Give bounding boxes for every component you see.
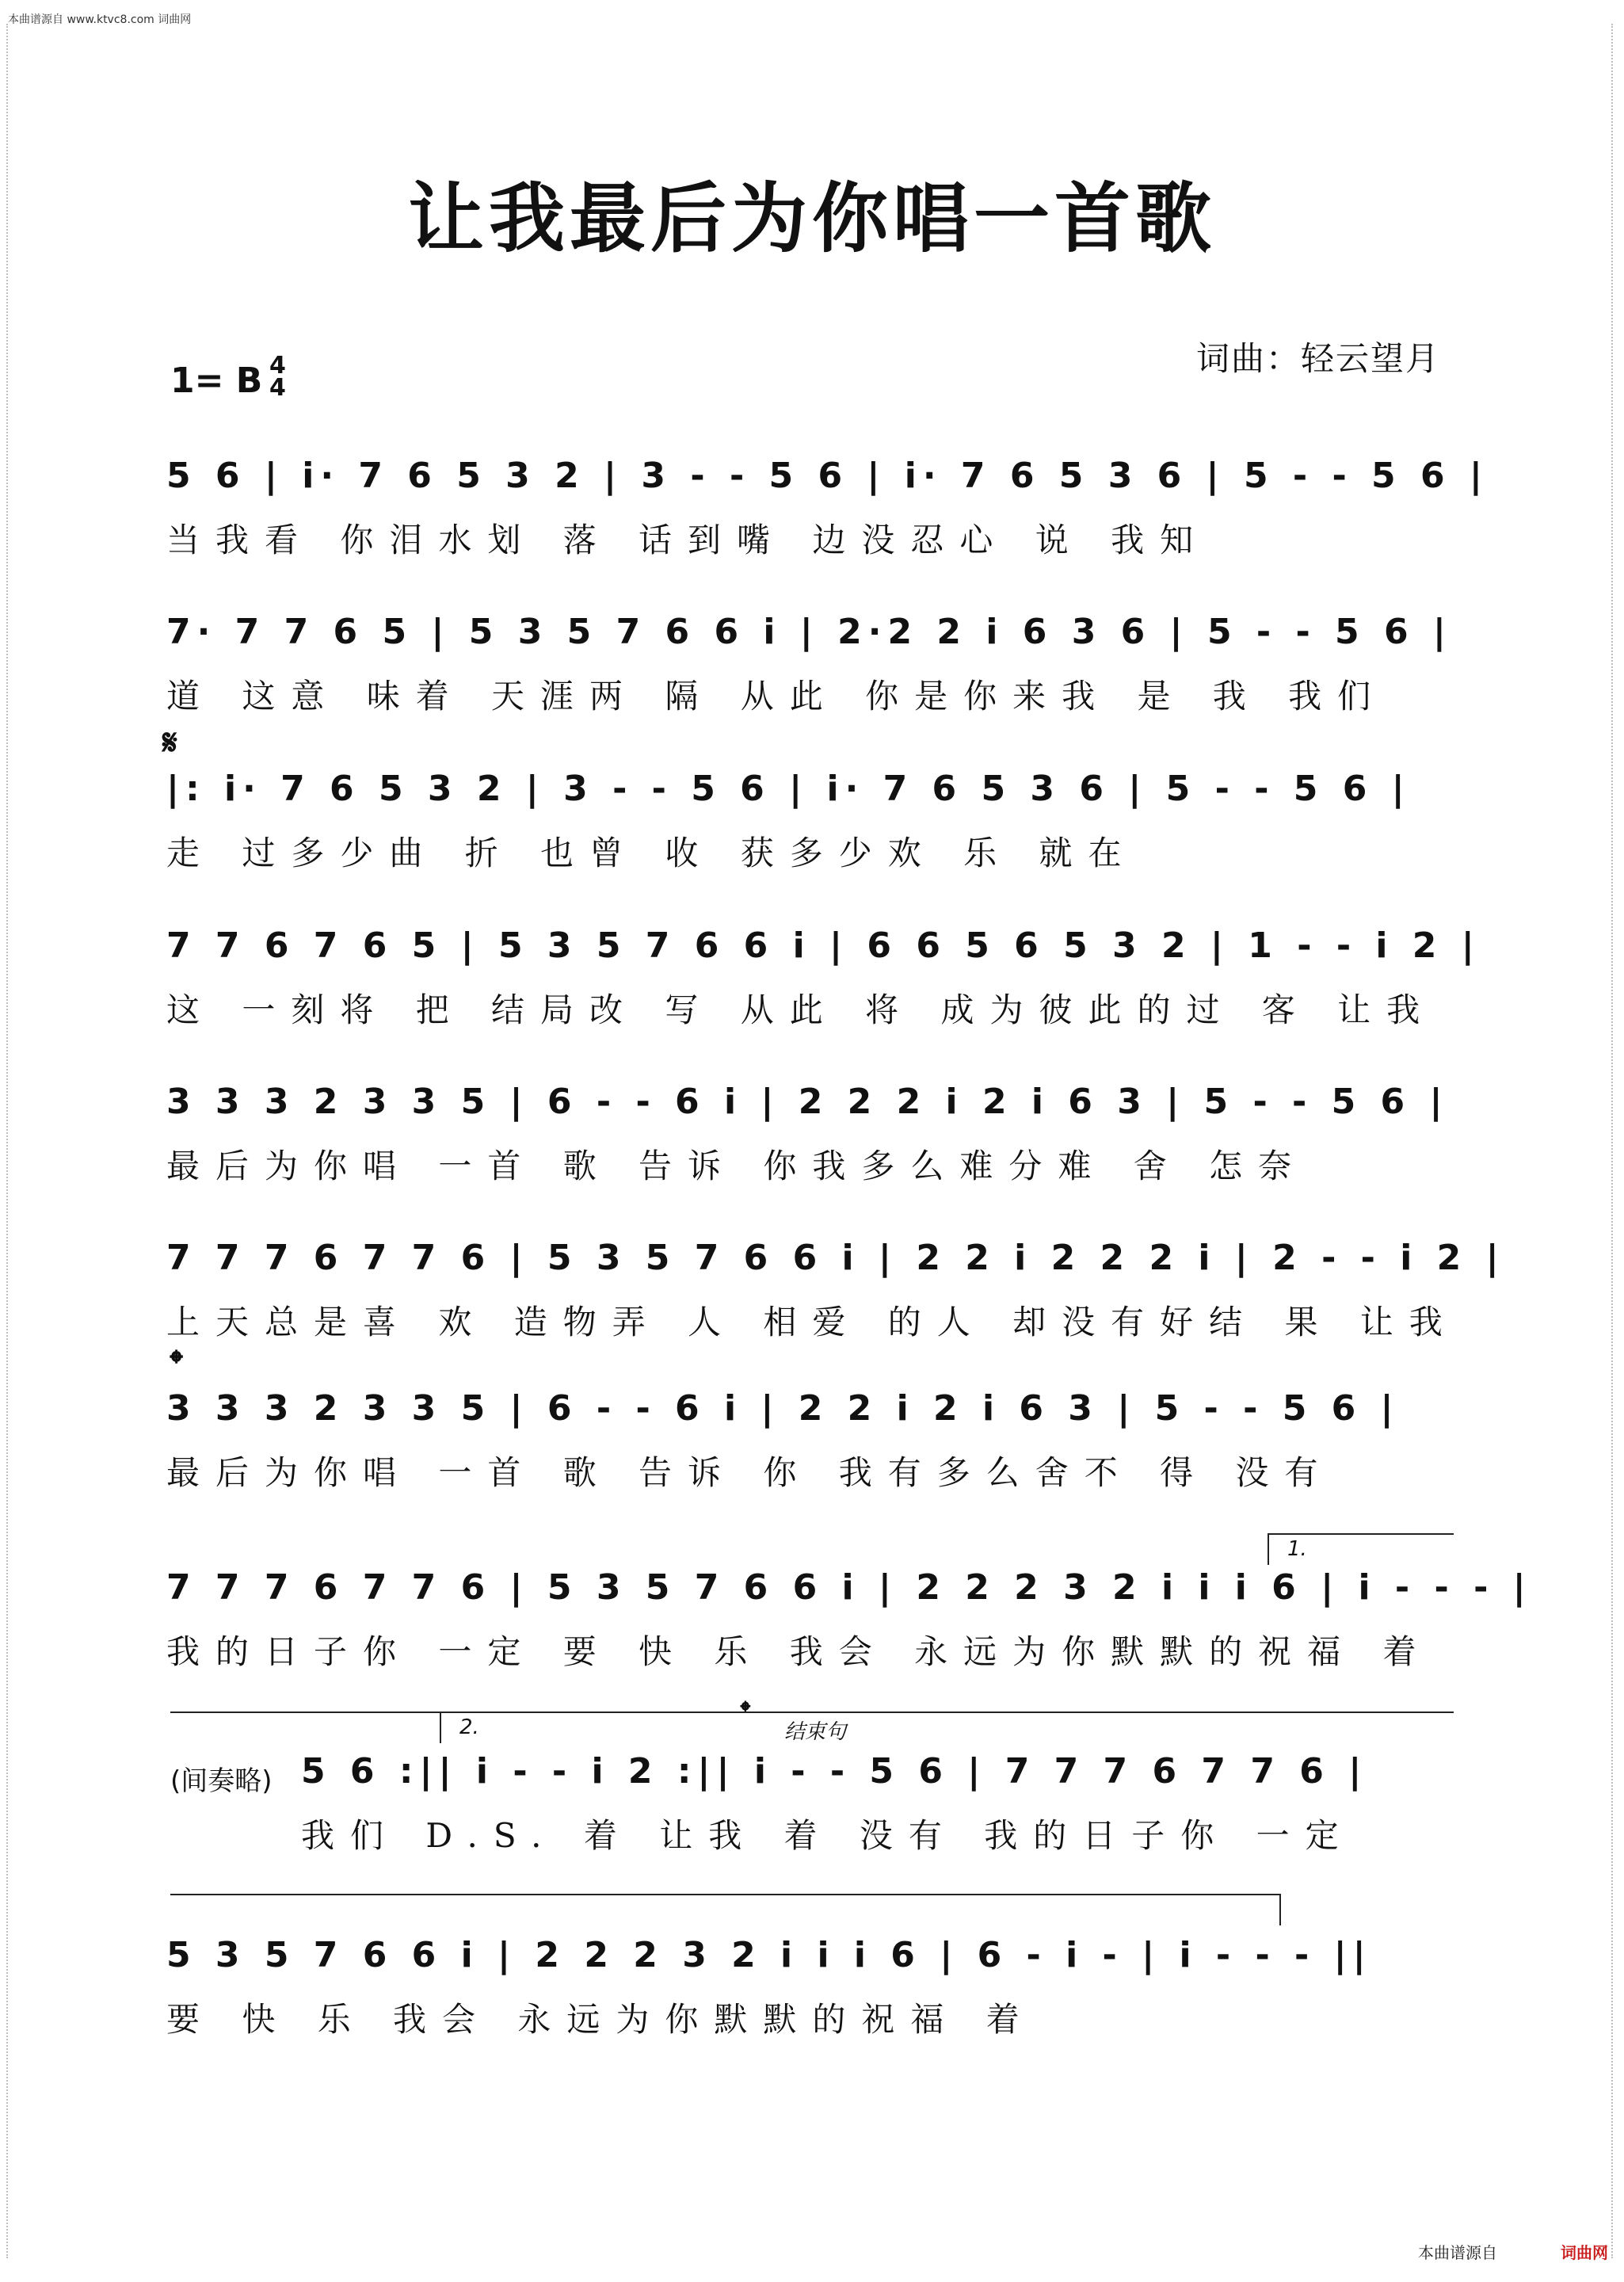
- notes-row: 7 7 7 6 7 7 6 | 5 3 5 7 6 6 i | 2 2 2 3 2 i i i 6 | i - - - |: [166, 1567, 1532, 1608]
- notes-row: 5 6 :|| i - - i 2 :|| i - - 5 6 | 7 7 7 6 7 7 6 |: [301, 1751, 1368, 1792]
- score-row-6: [166, 1238, 1505, 1344]
- notes-row: 5 3 5 7 6 6 i | 2 2 2 3 2 i i i 6 | 6 - i - | i - - - ||: [166, 1935, 1372, 1975]
- volta-1-tick: [1268, 1533, 1269, 1565]
- tail-bracket-line: [170, 1894, 1279, 1895]
- interlude-note: (间奏略): [170, 1765, 273, 1797]
- coda-label: 结束句: [784, 1720, 847, 1744]
- score-row-10: [166, 1935, 1458, 2041]
- time-top: 4: [269, 352, 286, 380]
- coda-sign-2: 𝄌: [741, 1696, 750, 1727]
- volta-2-tick: [440, 1712, 441, 1743]
- lyrics-row: 最后为你唱 一首 歌 告诉 你我多么难分难 舍 怎奈: [166, 1147, 1308, 1185]
- time-bottom: 4: [269, 374, 286, 402]
- lyrics-row: 上天总是喜 欢 造物弄 人 相爱 的人 却没有好结 果 让我: [166, 1303, 1458, 1341]
- score-row-2: [166, 612, 1458, 718]
- left-bracket-line: [170, 1712, 444, 1713]
- source-header: 本曲谱源自 www.ktvc8.com 词曲网: [8, 13, 192, 26]
- tail-bracket-tick: [1279, 1894, 1281, 1925]
- composer-credit: 词曲：轻云望月: [1196, 339, 1441, 378]
- score-row-7: [166, 1388, 1458, 1494]
- coda-sign: 𝄌: [170, 1343, 183, 1383]
- right-dotted-border: [1611, 24, 1618, 2258]
- lyrics-row: 最后为你唱 一首 歌 告诉 你 我有多么舍不 得 没有: [166, 1453, 1334, 1492]
- volta-1-bracket: [1268, 1533, 1454, 1535]
- lyrics-row: 走 过多少曲 折 也曾 收 获多少欢 乐 就在: [166, 834, 1138, 872]
- notes-row: 3 3 3 2 3 3 5 | 6 - - 6 i | 2 2 i 2 i 6 3 | 5 - - 5 6 |: [166, 1388, 1400, 1429]
- score-row-8: [166, 1567, 1532, 1673]
- score-row-5: [166, 1082, 1458, 1188]
- score-row-3: [166, 769, 1458, 875]
- lyrics-row: 我们 D.S. 着 让我 着 没有 我的日子你 一定: [301, 1816, 1355, 1855]
- song-title: 让我最后为你唱一首歌: [408, 174, 1216, 263]
- notes-row: |: i· 7 6 5 3 2 | 3 - - 5 6 | i· 7 6 5 3 6 | 5 - - 5 6 |: [166, 769, 1411, 809]
- footer-site-logo: 词曲网: [1561, 2243, 1608, 2262]
- score-row-4: [166, 925, 1481, 1032]
- notes-row: 7 7 7 6 7 7 6 | 5 3 5 7 6 6 i | 2 2 i 2 2 2 i | 2 - - i 2 |: [166, 1238, 1505, 1278]
- lyrics-row: 道 这意 味着 天涯两 隔 从此 你是你来我 是 我 我们: [166, 677, 1387, 716]
- score-row-1: [166, 456, 1489, 562]
- left-dotted-border: [6, 24, 13, 2258]
- notes-row: 7 7 6 7 6 5 | 5 3 5 7 6 6 i | 6 6 5 6 5 3 2 | 1 - - i 2 |: [166, 925, 1481, 966]
- key-signature: 1= B: [170, 361, 263, 401]
- notes-row: 5 6 | i· 7 6 5 3 2 | 3 - - 5 6 | i· 7 6 5 3 6 | 5 - - 5 6 |: [166, 456, 1489, 496]
- lyrics-row: 我的日子你 一定 要 快 乐 我会 永远为你默默的祝福 着: [166, 1632, 1432, 1671]
- time-signature: [269, 352, 286, 402]
- lyrics-row: 这 一刻将 把 结局改 写 从此 将 成为彼此的过 客 让我: [166, 990, 1436, 1029]
- volta-2-bracket: [440, 1712, 1454, 1713]
- lyrics-row: 当我看 你泪水划 落 话到嘴 边没忍心 说 我知: [166, 521, 1210, 559]
- volta-1-label: 1.: [1287, 1537, 1307, 1561]
- score-row-9: [301, 1751, 1458, 1857]
- volta-2-label: 2.: [459, 1715, 479, 1739]
- segno-sign: 𝄋: [162, 723, 177, 763]
- notes-row: 7· 7 7 6 5 | 5 3 5 7 6 6 i | 2·2 2 i 6 3 6 | 5 - - 5 6 |: [166, 612, 1452, 652]
- notes-row: 3 3 3 2 3 3 5 | 6 - - 6 i | 2 2 2 i 2 i 6 3 | 5 - - 5 6 |: [166, 1082, 1449, 1122]
- lyrics-row: 要 快 乐 我会 永远为你默默的祝福 着: [166, 2000, 1035, 2039]
- footer-source-label: 本曲谱源自: [1418, 2243, 1497, 2262]
